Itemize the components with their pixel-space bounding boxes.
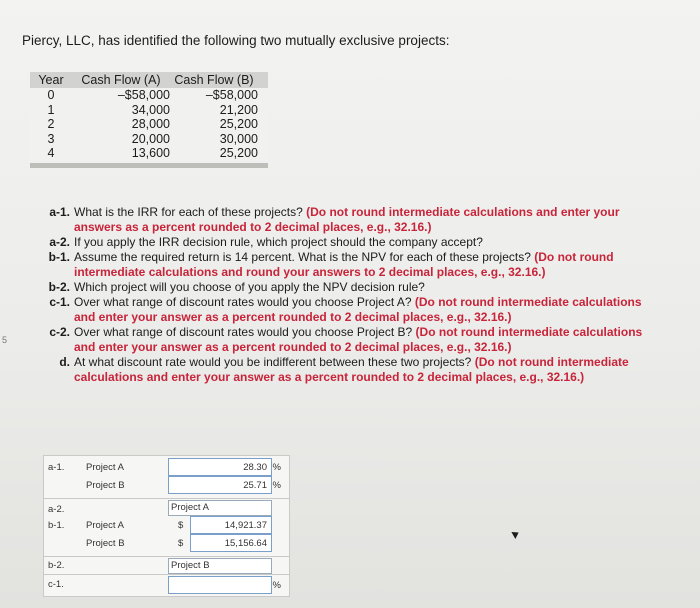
question-label: b-2. [48, 280, 70, 294]
question-d [26, 355, 666, 385]
irr-b-input[interactable] [168, 476, 272, 494]
currency-sign: $ [178, 520, 184, 531]
npv-a-value: 14,921.37 [224, 520, 267, 531]
question-label: a-2. [49, 235, 70, 249]
question-instruction: (Do not round intermediate calculations and round your answers to 2 decimal places, e.g., 32.16.) [74, 250, 614, 279]
divider [44, 498, 289, 499]
cash-flow-b-cell: 25,200 [219, 146, 258, 161]
currency-sign: $ [178, 538, 184, 549]
question-text: Over what range of discount rates would you choose Project B? [74, 325, 413, 339]
question-label: d. [59, 355, 70, 369]
divider [44, 574, 289, 575]
cash-flow-a-cell: 13,600 [131, 146, 170, 161]
question-text: At what discount rate would you be indifferent between these two projects? [74, 355, 472, 369]
problem-statement: Piercy, LLC, has identified the following two mutually exclusive projects: [22, 33, 450, 48]
header-cash-flow-b: Cash Flow (B) [174, 73, 254, 87]
question-text: Over what range of discount rates would you choose Project A? [74, 295, 412, 309]
question-text: Which project will you choose of you apply the NPV decision rule? [74, 280, 425, 294]
answer-label: b-1. [48, 520, 65, 531]
table-footer-bar [30, 163, 268, 168]
table-row [30, 146, 268, 161]
divider [44, 556, 289, 557]
cash-flow-b-cell: –$58,000 [205, 88, 258, 103]
question-instruction: (Do not round intermediate calculations and enter your answer as a percent rounded to 2 decimal places, e.g., 32.16.) [74, 325, 643, 354]
question-b2 [26, 280, 666, 295]
question-label: c-1. [49, 295, 70, 309]
table-row [30, 88, 268, 103]
cash-flow-b-cell: 30,000 [219, 131, 258, 146]
npv-a-input[interactable] [190, 516, 272, 534]
answer-project-b-label: Project B [86, 538, 125, 549]
question-instruction: (Do not round intermediate calculations and enter your answers as a percent rounded to 2 decimal places, e.g., 32.16.) [74, 205, 620, 234]
question-text: Assume the required return is 14 percent. What is the NPV for each of these projects? [74, 250, 531, 264]
year-cell: 4 [47, 146, 55, 161]
irr-a-value: 28.30 [243, 462, 267, 473]
answer-project-b-label: Project B [86, 480, 125, 491]
question-a2 [26, 235, 666, 250]
answer-label: c-1. [48, 579, 64, 590]
npv-decision-select[interactable] [168, 558, 272, 574]
header-year: Year [38, 73, 64, 87]
irr-decision-value: Project A [171, 502, 210, 513]
range-a-input[interactable] [168, 576, 272, 594]
answer-table [43, 455, 290, 597]
cash-flow-a-cell: 20,000 [131, 131, 170, 146]
npv-decision-value: Project B [171, 560, 210, 571]
table-row [30, 103, 268, 118]
question-list [26, 205, 666, 385]
answer-project-a-label: Project A [86, 520, 125, 531]
answer-label: b-2. [48, 560, 65, 571]
header-cash-flow-a: Cash Flow (A) [81, 73, 161, 87]
irr-decision-select[interactable] [168, 500, 272, 516]
answer-label: a-2. [48, 504, 65, 515]
year-cell: 0 [47, 88, 55, 103]
year-cell: 2 [47, 117, 55, 132]
cash-flow-b-cell: 25,200 [219, 117, 258, 132]
cash-flow-header [30, 72, 268, 88]
question-instruction: (Do not round intermediate calculations and enter your answer as a percent rounded to 2 decimal places, e.g., 32.16.) [74, 355, 629, 384]
margin-mark: 5 [2, 335, 8, 345]
table-row [30, 132, 268, 147]
question-c1 [26, 295, 666, 325]
year-cell: 3 [47, 131, 55, 146]
percent-sign: % [272, 480, 281, 491]
question-a1 [26, 205, 666, 235]
question-text: If you apply the IRR decision rule, which project should the company accept? [74, 235, 483, 249]
table-row [30, 117, 268, 132]
question-label: a-1. [49, 205, 70, 219]
question-c2 [26, 325, 666, 355]
cash-flow-a-cell: –$58,000 [117, 88, 170, 103]
question-text: What is the IRR for each of these projects? [74, 205, 303, 219]
npv-b-value: 15,156.64 [224, 538, 267, 549]
question-instruction: (Do not round intermediate calculations and enter your answer as a percent rounded to 2 decimal places, e.g., 32.16.) [74, 295, 642, 324]
percent-sign: % [272, 462, 281, 473]
question-label: b-1. [48, 250, 70, 264]
question-label: c-2. [49, 325, 70, 339]
year-cell: 1 [47, 102, 55, 117]
mouse-cursor-icon [511, 529, 520, 539]
irr-b-value: 25.71 [243, 480, 267, 491]
cash-flow-a-cell: 34,000 [131, 102, 170, 117]
cash-flow-b-cell: 21,200 [219, 102, 258, 117]
cash-flow-a-cell: 28,000 [131, 117, 170, 132]
irr-a-input[interactable] [168, 458, 272, 476]
npv-b-input[interactable] [190, 534, 272, 552]
answer-label: a-1. [48, 462, 65, 473]
cash-flow-table [30, 72, 268, 168]
answer-project-a-label: Project A [86, 462, 125, 473]
percent-sign: % [272, 580, 281, 591]
question-b1 [26, 250, 666, 280]
